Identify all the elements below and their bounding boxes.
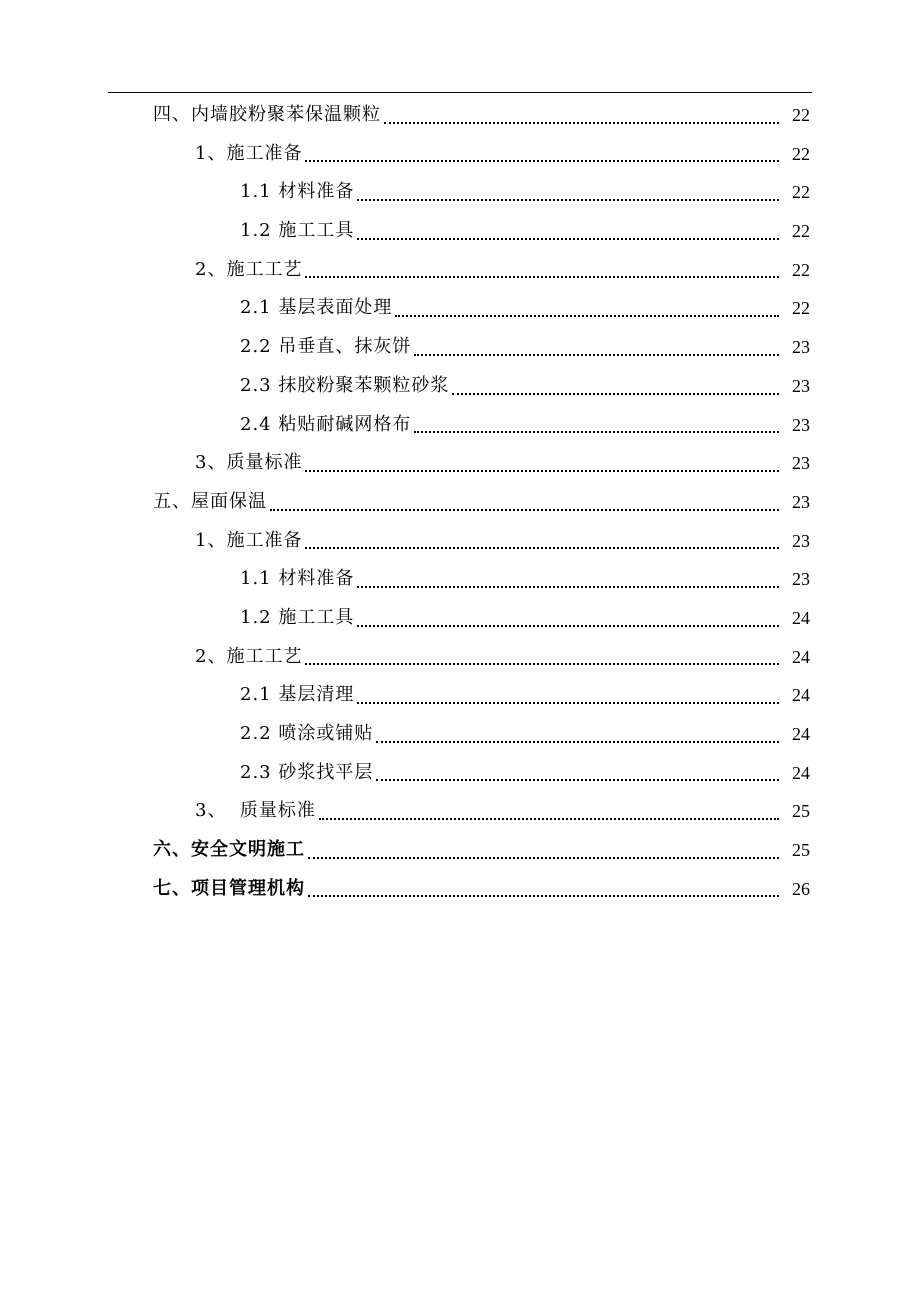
toc-page-number: 23 [792, 530, 810, 551]
toc-entry-4-1-2[interactable] [0, 212, 920, 251]
toc-leader-dots [357, 560, 779, 599]
toc-entry-label: 1、施工准备 [195, 529, 303, 551]
toc-entry-5-2-2[interactable] [0, 715, 920, 754]
toc-entry-5-2-1[interactable] [0, 676, 920, 715]
toc-entry-label: 2.3 抹胶粉聚苯颗粒砂浆 [240, 374, 450, 396]
toc-page-number: 23 [792, 453, 810, 474]
toc-page-number: 22 [792, 259, 810, 280]
toc-leader-dots [376, 754, 779, 793]
toc-entry-5-2[interactable] [0, 638, 920, 677]
toc-entry-4-2-2[interactable] [0, 328, 920, 367]
toc-entry-label: 1.1 材料准备 [240, 181, 355, 203]
toc-entry-5-1-1[interactable] [0, 560, 920, 599]
toc-leader-dots [357, 599, 779, 638]
toc-page-number: 24 [792, 762, 810, 783]
toc-entry-5-2-3[interactable] [0, 754, 920, 793]
toc-page-number: 22 [792, 298, 810, 319]
toc-page-number: 24 [792, 685, 810, 706]
toc-page-number: 23 [792, 491, 810, 512]
toc-leader-dots [376, 715, 779, 754]
toc-entry-label: 2、施工工艺 [195, 258, 303, 280]
toc-entry-label: 2.1 基层表面处理 [240, 297, 393, 319]
toc-entry-5-3[interactable] [0, 792, 920, 831]
toc-page-number: 23 [792, 337, 810, 358]
toc-leader-dots [305, 444, 779, 483]
toc-leader-dots [305, 251, 779, 290]
toc-entry-4-2-4[interactable] [0, 406, 920, 445]
toc-entry-label: 1、施工准备 [195, 142, 303, 164]
toc-leader-dots [414, 328, 779, 367]
toc-entry-4-1[interactable] [0, 135, 920, 174]
toc-page-number: 23 [792, 569, 810, 590]
toc-entry-section-6[interactable] [0, 831, 920, 870]
toc-entry-label: 2.2 喷涂或铺贴 [240, 723, 374, 744]
toc-leader-dots [270, 483, 779, 522]
toc-entry-label: 2.3 砂浆找平层 [240, 761, 374, 783]
toc-page-number: 23 [792, 414, 810, 435]
toc-page-number: 24 [792, 607, 810, 628]
toc-leader-dots [384, 96, 779, 135]
toc-entry-4-2-1[interactable] [0, 289, 920, 328]
toc-entry-label: 3、质量标准 [195, 452, 303, 474]
toc-leader-dots [305, 135, 779, 174]
toc-entry-4-2-3[interactable] [0, 367, 920, 406]
toc-entry-5-1-2[interactable] [0, 599, 920, 638]
toc-leader-dots [357, 173, 779, 212]
toc-leader-dots [319, 792, 779, 831]
toc-entry-4-1-1[interactable] [0, 173, 920, 212]
toc-entry-label: 2、施工工艺 [195, 645, 303, 667]
toc-entry-label: 3、 质量标准 [195, 800, 316, 822]
toc-leader-dots [308, 870, 779, 909]
toc-entry-5-1[interactable] [0, 522, 920, 561]
toc-page-number: 24 [792, 646, 810, 667]
toc-entry-label: 六、安全文明施工 [153, 839, 305, 861]
toc-page-number: 22 [792, 143, 810, 164]
toc-page-number: 25 [792, 840, 810, 861]
table-of-contents [0, 96, 920, 908]
toc-page-number: 22 [792, 221, 810, 242]
toc-leader-dots [308, 831, 779, 870]
toc-entry-label: 七、项目管理机构 [153, 877, 305, 899]
toc-leader-dots [452, 367, 779, 406]
toc-entry-4-3[interactable] [0, 444, 920, 483]
toc-leader-dots [305, 522, 779, 561]
toc-leader-dots [357, 676, 779, 715]
toc-leader-dots [414, 406, 779, 445]
toc-page-number: 22 [792, 105, 810, 125]
toc-leader-dots [305, 638, 779, 677]
toc-entry-label: 四、内墙胶粉聚苯保温颗粒 [153, 104, 381, 125]
toc-entry-label: 2.2 吊垂直、抹灰饼 [240, 336, 412, 358]
toc-entry-4-2[interactable] [0, 251, 920, 290]
toc-page-number: 26 [792, 878, 810, 899]
toc-entry-label: 1.2 施工工具 [240, 606, 355, 628]
toc-page-number: 24 [792, 724, 810, 744]
toc-leader-dots [395, 289, 779, 328]
toc-page-number: 23 [792, 375, 810, 396]
toc-page-number: 22 [792, 182, 810, 203]
toc-page-number: 25 [792, 801, 810, 822]
toc-entry-label: 2.4 粘贴耐碱网格布 [240, 413, 412, 435]
toc-entry-label: 五、屋面保温 [153, 490, 267, 512]
toc-entry-section-4[interactable] [0, 96, 920, 135]
toc-entry-label: 2.1 基层清理 [240, 684, 355, 706]
toc-entry-label: 1.1 材料准备 [240, 568, 355, 590]
toc-entry-label: 1.2 施工工具 [240, 220, 355, 242]
toc-leader-dots [357, 212, 779, 251]
header-rule [108, 92, 812, 93]
toc-entry-section-7[interactable] [0, 870, 920, 909]
toc-entry-section-5[interactable] [0, 483, 920, 522]
